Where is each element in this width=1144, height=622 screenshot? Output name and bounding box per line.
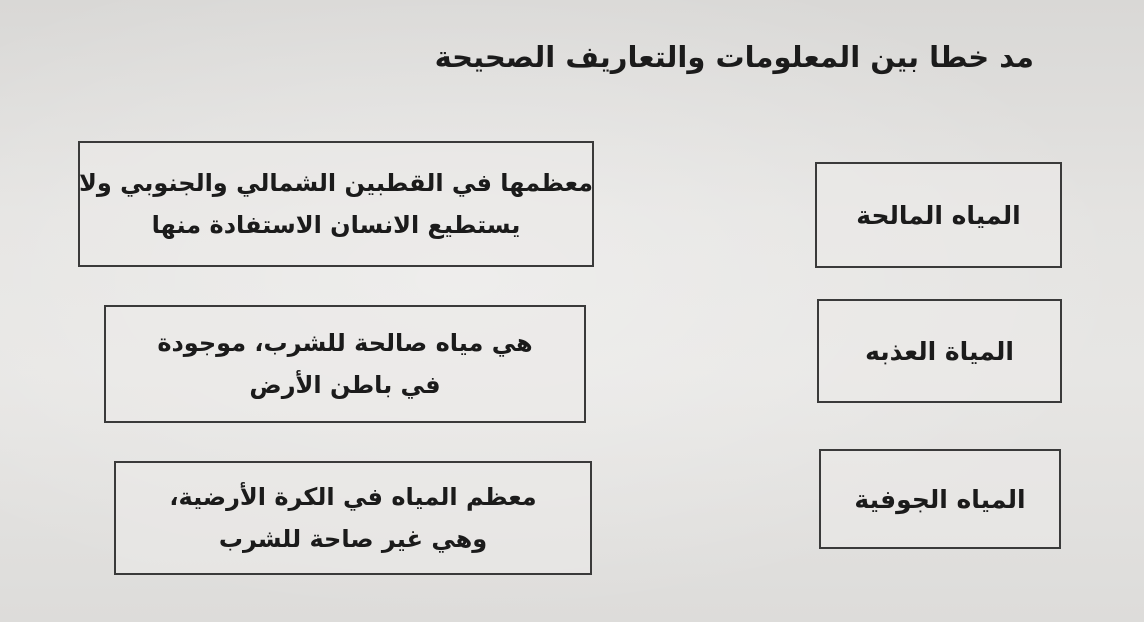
- definition-line: وهي غير صاحة للشرب: [218, 525, 488, 553]
- term-label: المياة العذبه: [865, 336, 1014, 366]
- definition-line: معظم المياه في الكرة الأرضية،: [169, 483, 537, 511]
- definition-box-2[interactable]: [104, 305, 586, 423]
- term-label: المياه المالحة: [856, 200, 1021, 230]
- term-box-salt-water[interactable]: [815, 162, 1062, 268]
- exercise-instruction: مد خطا بين المعلومات والتعاريف الصحيحة: [434, 40, 1034, 74]
- definition-line: في باطن الأرض: [249, 371, 441, 399]
- definition-box-3[interactable]: [114, 461, 592, 575]
- term-box-groundwater[interactable]: [819, 449, 1061, 549]
- term-label: المياه الجوفية: [854, 484, 1026, 514]
- definition-line: معظمها في القطبين الشمالي والجنوبي ولا: [78, 169, 594, 197]
- definition-box-1[interactable]: [78, 141, 594, 267]
- definition-line: هي مياه صالحة للشرب، موجودة: [157, 329, 533, 357]
- definition-line: يستطيع الانسان الاستفادة منها: [151, 211, 521, 239]
- term-box-fresh-water[interactable]: [817, 299, 1062, 403]
